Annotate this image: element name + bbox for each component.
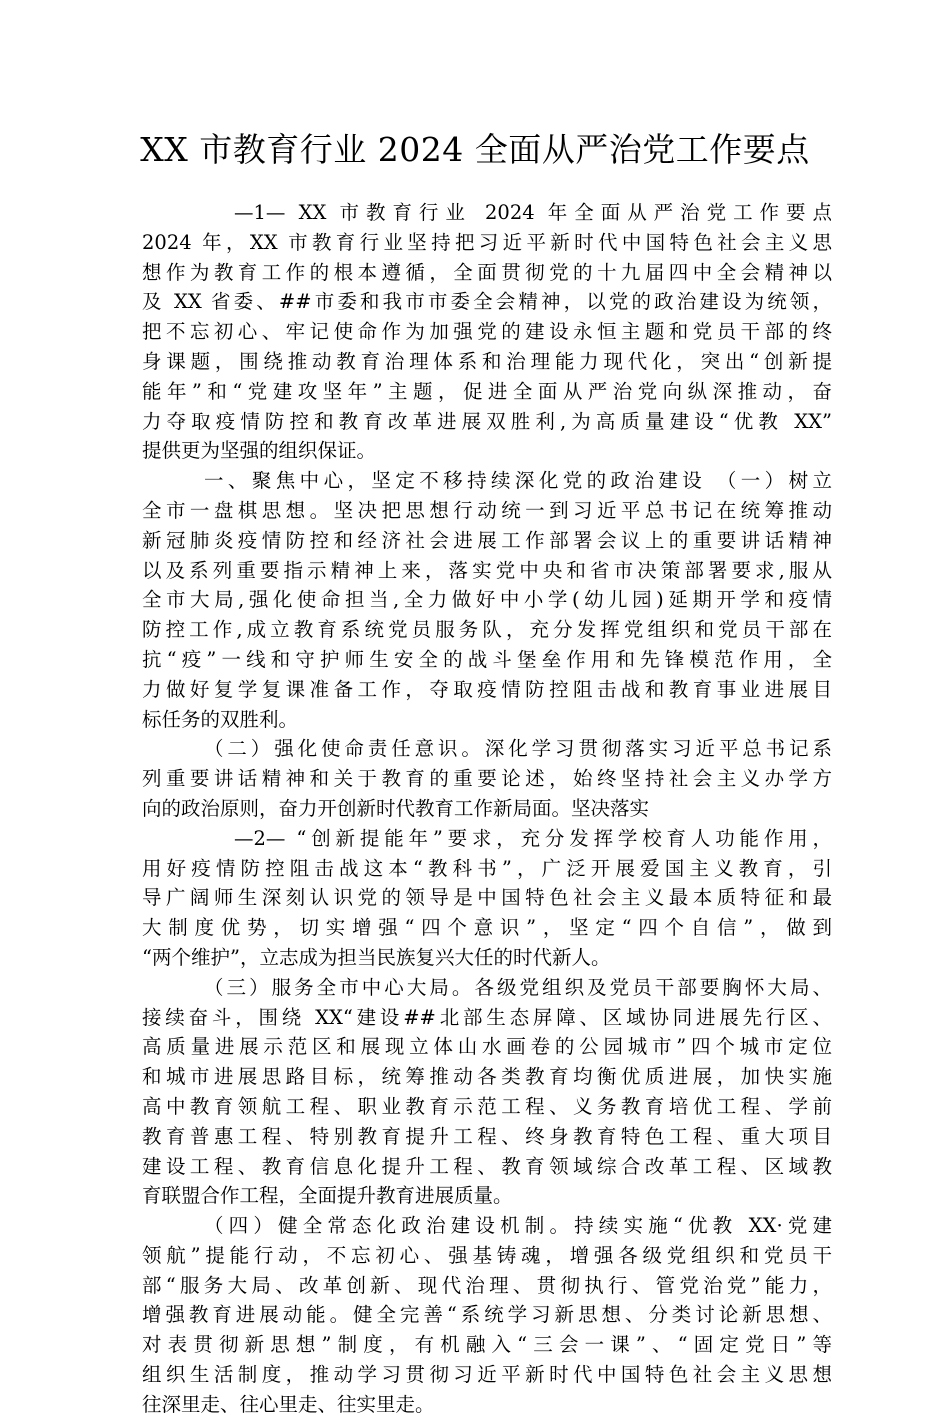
text-line: 育联盟合作工程，全面提升教育进展质量。 (142, 1184, 513, 1208)
text-line: 列重要讲话精神和关于教育的重要论述，始终坚持社会主义办学方 (142, 767, 832, 791)
text-line: （三）服务全市中心大局。各级党组织及党员干部要胸怀大局、 (204, 975, 832, 999)
text-line: 提供更为坚强的组织保证。 (142, 439, 377, 463)
text-line: 用好疫情防控阻击战这本“教科书”，广泛开展爱国主义教育，引 (142, 856, 832, 880)
text-line: 高质量进展示范区和展现立体山水画卷的公园城市”四个城市定位 (142, 1035, 832, 1059)
text-line: 大制度优势，切实增强“四个意识”，坚定“四个自信”，做到 (142, 916, 832, 940)
text-line: 力做好复学复课准备工作，夺取疫情防控阻击战和教育事业进展目 (142, 677, 832, 701)
text-line: 增强教育进展动能。健全完善“系统学习新思想、分类讨论新思想、 (142, 1303, 832, 1327)
text-line: 接续奋斗，围绕 XX“建设##北部生态屏障、区域协同进展先行区、 (142, 1005, 832, 1029)
text-line: 力夺取疫情防控和教育改革进展双胜利,为高质量建设“优教 XX” (142, 409, 832, 433)
text-line: 防控工作,成立教育系统党员服务队，充分发挥党组织和党员干部在 (142, 618, 832, 642)
text-line: —2— “创新提能年”要求，充分发挥学校育人功能作用， (234, 826, 832, 850)
text-line: 建设工程、教育信息化提升工程、教育领域综合改革工程、区域教 (142, 1154, 832, 1178)
text-line: 身课题，围绕推动教育治理体系和治理能力现代化，突出“创新提 (142, 349, 832, 373)
text-line: 对表贯彻新思想”制度，有机融入“三会一课”、“固定党日”等 (142, 1333, 832, 1357)
text-line: 2024 年，XX 市教育行业坚持把习近平新时代中国特色社会主义思 (142, 230, 832, 254)
text-line: 全市大局,强化使命担当,全力做好中小学(幼儿园)延期开学和疫情 (142, 588, 832, 612)
text-line: 及 XX 省委、##市委和我市市委全会精神，以党的政治建设为统领， (142, 290, 832, 314)
text-line: 全市一盘棋思想。坚决把思想行动统一到习近平总书记在统筹推动 (142, 498, 832, 522)
text-line: 和城市进展思路目标，统筹推动各类教育均衡优质进展，加快实施 (142, 1065, 832, 1089)
text-line: 导广阔师生深刻认识党的领导是中国特色社会主义最本质特征和最 (142, 886, 832, 910)
text-line: （二）强化使命责任意识。深化学习贯彻落实习近平总书记系 (204, 737, 832, 761)
text-line: 教育普惠工程、特别教育提升工程、终身教育特色工程、重大项目 (142, 1124, 832, 1148)
document-title: XX 市教育行业 2024 全面从严治党工作要点 (140, 130, 810, 169)
text-line: 能年”和“党建攻坚年”主题，促进全面从严治党向纵深推动，奋 (142, 379, 832, 403)
text-line: 新冠肺炎疫情防控和经济社会进展工作部署会议上的重要讲话精神 (142, 528, 832, 552)
text-line: 抗“疫”一线和守护师生安全的战斗堡垒作用和先锋模范作用，全 (142, 647, 832, 671)
text-line: 把不忘初心、牢记使命作为加强党的建设永恒主题和党员干部的终 (142, 320, 832, 344)
text-line: 往深里走、往心里走、往实里走。 (142, 1392, 435, 1416)
text-line: 一、聚焦中心，坚定不移持续深化党的政治建设 （一）树立 (204, 469, 832, 493)
text-line: —1— XX 市教育行业 2024 年全面从严治党工作要点 (234, 201, 832, 224)
text-line: （四）健全常态化政治建设机制。持续实施“优教 XX·党建 (204, 1214, 832, 1238)
text-line: 以及系列重要指示精神上来，落实党中央和省市决策部署要求,服从 (142, 558, 832, 582)
text-line: 向的政治原则，奋力开创新时代教育工作新局面。坚决落实 (142, 796, 650, 820)
text-line: 组织生活制度，推动学习贯彻习近平新时代中国特色社会主义思想 (142, 1363, 832, 1387)
text-line: 标任务的双胜利。 (142, 707, 299, 731)
document-body (142, 198, 832, 1420)
text-line: 想作为教育工作的根本遵循，全面贯彻党的十九届四中全会精神以 (142, 260, 832, 284)
text-line: 高中教育领航工程、职业教育示范工程、义务教育培优工程、学前 (142, 1094, 832, 1118)
text-line: 部“服务大局、改革创新、现代治理、贯彻执行、管党治党”能力， (142, 1273, 832, 1297)
text-line: 领航”提能行动，不忘初心、强基铸魂，增强各级党组织和党员干 (142, 1243, 832, 1267)
text-line: “两个维护”，立志成为担当民族复兴大任的时代新人。 (142, 945, 611, 969)
